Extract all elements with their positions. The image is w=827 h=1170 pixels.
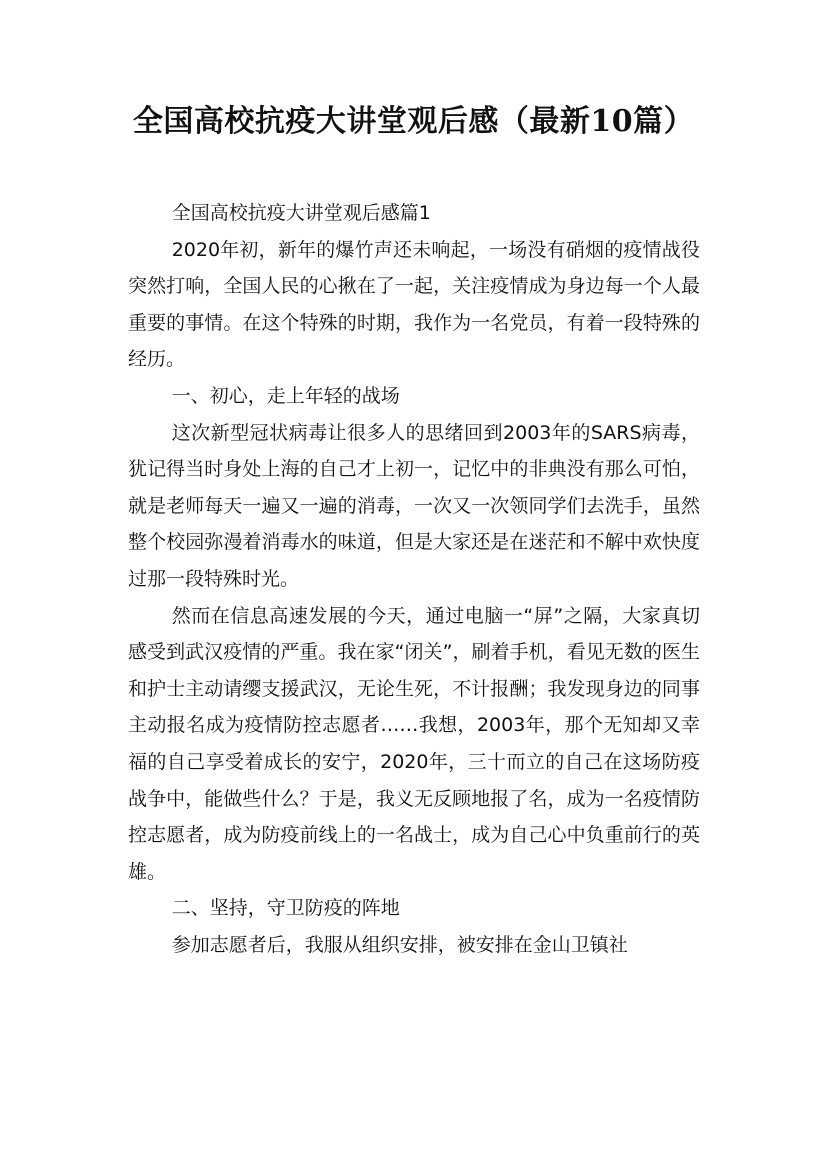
paragraph: 然而在信息高速发展的今天，通过电脑一“屏”之隔，大家真切感受到武汉疫情的严重。我在家“闭关”，刷着手机，看见无数的医生和护士主动请缨支援武汉，无论生死，不计报酬；我发现身边的同事主动报名成为疫情防控志愿者……我想，2003年，那个无知却又幸福的自己享受着成长的安宁，2020年，三十而立的自己在这场防疫战争中，能做些什么？于是，我义无反顾地报了名，成为一名疫情防控志愿者，成为防疫前线上的一名战士，成为自己心中负重前行的英雄。 [128,604,700,883]
section-heading: 二、坚持，守卫防疫的阵地 [171,897,400,920]
document-title: 全国高校抗疫大讲堂观后感（最新10篇） [132,104,695,139]
document-body [128,195,700,963]
section-heading: 全国高校抗疫大讲堂观后感篇1 [171,202,431,224]
paragraph: 2020年初，新年的爆竹声还未响起，一场没有硝烟的疫情战役突然打响，全国人民的心揪在了一起，关注疫情成为身边每一个人最重要的事情。在这个特殊的时期，我作为一名党员，有着一段特殊的经历。 [128,238,700,371]
section-heading: 一、初心，走上年轻的战场 [171,384,400,407]
paragraph: 这次新型冠状病毒让很多人的思绪回到2003年的SARS病毒，犹记得当时身处上海的自己才上初一，记忆中的非典没有那么可怕，就是老师每天一遍又一遍的消毒，一次又一次领同学们去洗手，虽然整个校园弥漫着消毒水的味道，但是大家还是在迷茫和不解中欢快度过那一段特殊时光。 [128,421,700,590]
paragraph: 参加志愿者后，我服从组织安排，被安排在金山卫镇社 [171,933,628,956]
